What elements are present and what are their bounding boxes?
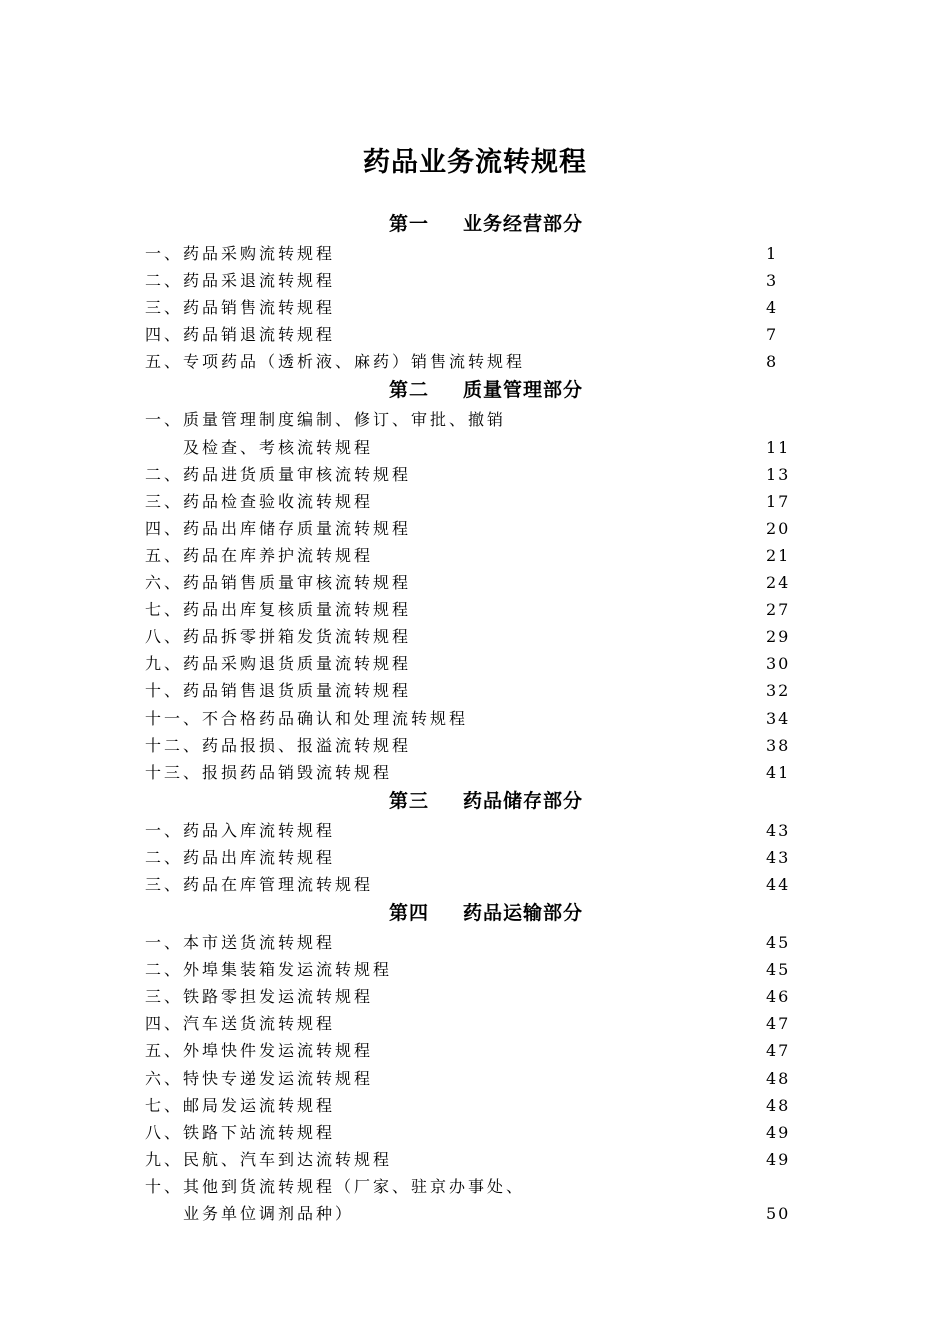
section-name: 药品储存部分 — [463, 789, 584, 812]
toc-entry-page-number: 1 — [766, 244, 779, 263]
section-heading — [0, 786, 950, 817]
toc-entry-page-number: 27 — [766, 600, 791, 620]
toc-entry-page-number: 21 — [766, 545, 791, 565]
section-name: 业务经营部分 — [463, 213, 584, 235]
toc-entry-label: 一、质量管理制度编制、修订、审批、撤销 — [145, 410, 507, 430]
toc-entry-label: 七、邮局发运流转规程 — [145, 1095, 336, 1115]
toc-entry-label: 十二、药品报损、报溢流转规程 — [145, 735, 412, 755]
section-number: 第四 — [388, 902, 429, 925]
section-number: 第三 — [388, 789, 429, 812]
toc-entry — [0, 1173, 950, 1200]
toc-entry-label: 业务单位调剂品种） — [183, 1204, 355, 1223]
toc-entry-page-number: 17 — [766, 491, 791, 511]
toc-entry-page-number: 47 — [766, 1041, 791, 1061]
toc-entry-label: 十、其他到货流转规程（厂家、驻京办事处、 — [145, 1176, 526, 1196]
toc-entry-page-number: 46 — [766, 987, 791, 1007]
table-of-contents — [0, 209, 950, 1227]
toc-entry — [0, 488, 950, 515]
toc-entry-label: 七、药品出库复核质量流转规程 — [145, 600, 412, 620]
toc-entry-page-number: 8 — [766, 352, 779, 372]
toc-entry-page-number: 4 — [766, 298, 779, 318]
toc-entry-page-number: 13 — [766, 464, 791, 484]
toc-entry-label: 十一、不合格药品确认和处理流转规程 — [145, 708, 469, 728]
toc-entry-label: 三、药品销售流转规程 — [145, 298, 336, 318]
toc-entry — [0, 871, 950, 898]
toc-entry-label: 一、本市送货流转规程 — [145, 933, 336, 953]
toc-entry-page-number: 41 — [766, 762, 791, 782]
toc-entry-page-number: 24 — [766, 573, 791, 593]
toc-entry — [0, 650, 950, 677]
toc-entry-label: 五、专项药品（透析液、麻药）销售流转规程 — [145, 352, 526, 372]
toc-entry-label: 五、药品在库养护流转规程 — [145, 545, 374, 565]
toc-entry — [0, 596, 950, 623]
toc-entry — [0, 321, 950, 348]
toc-entry-label: 二、外埠集装箱发运流转规程 — [145, 960, 393, 980]
toc-entry-label: 一、药品采购流转规程 — [145, 244, 336, 263]
section-number: 第一 — [388, 213, 429, 235]
toc-entry — [0, 677, 950, 704]
toc-entry-label: 二、药品采退流转规程 — [145, 271, 336, 291]
section-name: 质量管理部分 — [463, 379, 584, 402]
toc-entry-label: 四、药品出库储存质量流转规程 — [145, 518, 412, 538]
toc-entry-page-number: 47 — [766, 1014, 791, 1034]
toc-entry — [0, 732, 950, 759]
toc-entry-label: 九、民航、汽车到达流转规程 — [145, 1149, 393, 1169]
toc-entry-label: 十三、报损药品销毁流转规程 — [145, 762, 393, 782]
toc-entry-label: 八、铁路下站流转规程 — [145, 1122, 336, 1142]
toc-entry — [0, 1010, 950, 1037]
toc-entry-label: 三、铁路零担发运流转规程 — [145, 987, 374, 1007]
toc-entry — [0, 929, 950, 956]
toc-entry-page-number: 38 — [766, 735, 791, 755]
toc-entry-page-number: 48 — [766, 1068, 791, 1088]
toc-entry-page-number: 3 — [766, 271, 779, 291]
toc-entry — [0, 294, 950, 321]
toc-entry-page-number: 43 — [766, 820, 791, 840]
toc-entry — [0, 1146, 950, 1173]
toc-entry-page-number: 30 — [766, 654, 791, 674]
toc-entry-label: 及检查、考核流转规程 — [183, 437, 374, 457]
toc-entry-label: 一、药品入库流转规程 — [145, 820, 336, 840]
toc-entry — [0, 434, 950, 461]
toc-entry-page-number: 20 — [766, 518, 791, 538]
toc-entry — [0, 623, 950, 650]
toc-entry — [0, 1065, 950, 1092]
toc-entry-label: 四、药品销退流转规程 — [145, 325, 336, 345]
toc-entry — [0, 1200, 950, 1227]
toc-entry-page-number: 44 — [766, 874, 791, 894]
toc-entry-label: 九、药品采购退货质量流转规程 — [145, 654, 412, 674]
toc-entry-page-number: 49 — [766, 1149, 791, 1169]
section-heading — [0, 898, 950, 929]
toc-entry — [0, 1037, 950, 1064]
toc-entry — [0, 461, 950, 488]
toc-entry — [0, 983, 950, 1010]
toc-entry-label: 三、药品检查验收流转规程 — [145, 491, 374, 511]
toc-entry-page-number: 29 — [766, 627, 791, 647]
toc-entry — [0, 569, 950, 596]
section-number: 第二 — [388, 379, 429, 402]
toc-entry-label: 六、特快专递发运流转规程 — [145, 1068, 374, 1088]
toc-entry-page-number: 49 — [766, 1122, 791, 1142]
toc-entry-page-number: 32 — [766, 681, 791, 701]
toc-entry-page-number: 45 — [766, 933, 791, 953]
toc-entry — [0, 515, 950, 542]
toc-entry-label: 三、药品在库管理流转规程 — [145, 874, 374, 894]
document-title: 药品业务流转规程 — [363, 147, 587, 178]
toc-entry-label: 二、药品进货质量审核流转规程 — [145, 464, 412, 484]
toc-entry — [0, 759, 950, 786]
toc-entry-page-number: 45 — [766, 960, 791, 980]
toc-entry — [0, 844, 950, 871]
toc-entry-page-number: 11 — [766, 437, 791, 457]
toc-entry — [0, 956, 950, 983]
toc-entry — [0, 705, 950, 732]
section-heading — [0, 209, 950, 240]
toc-entry-page-number: 34 — [766, 708, 791, 728]
toc-entry-page-number: 7 — [766, 325, 779, 345]
toc-entry-label: 四、汽车送货流转规程 — [145, 1014, 336, 1034]
toc-entry-label: 八、药品拆零拼箱发货流转规程 — [145, 627, 412, 647]
toc-entry-label: 六、药品销售质量审核流转规程 — [145, 573, 412, 593]
toc-entry-page-number: 48 — [766, 1095, 791, 1115]
toc-entry — [0, 267, 950, 294]
toc-entry — [0, 406, 950, 433]
toc-entry-label: 五、外埠快件发运流转规程 — [145, 1041, 374, 1061]
toc-entry-page-number: 43 — [766, 847, 791, 867]
toc-entry-label: 十、药品销售退货质量流转规程 — [145, 681, 412, 701]
toc-entry — [0, 817, 950, 844]
toc-entry — [0, 542, 950, 569]
section-heading — [0, 375, 950, 406]
toc-entry — [0, 348, 950, 375]
toc-entry — [0, 1119, 950, 1146]
toc-entry-page-number: 50 — [766, 1204, 791, 1223]
toc-entry-label: 二、药品出库流转规程 — [145, 847, 336, 867]
toc-entry — [0, 240, 950, 267]
section-name: 药品运输部分 — [463, 902, 584, 925]
toc-entry — [0, 1092, 950, 1119]
